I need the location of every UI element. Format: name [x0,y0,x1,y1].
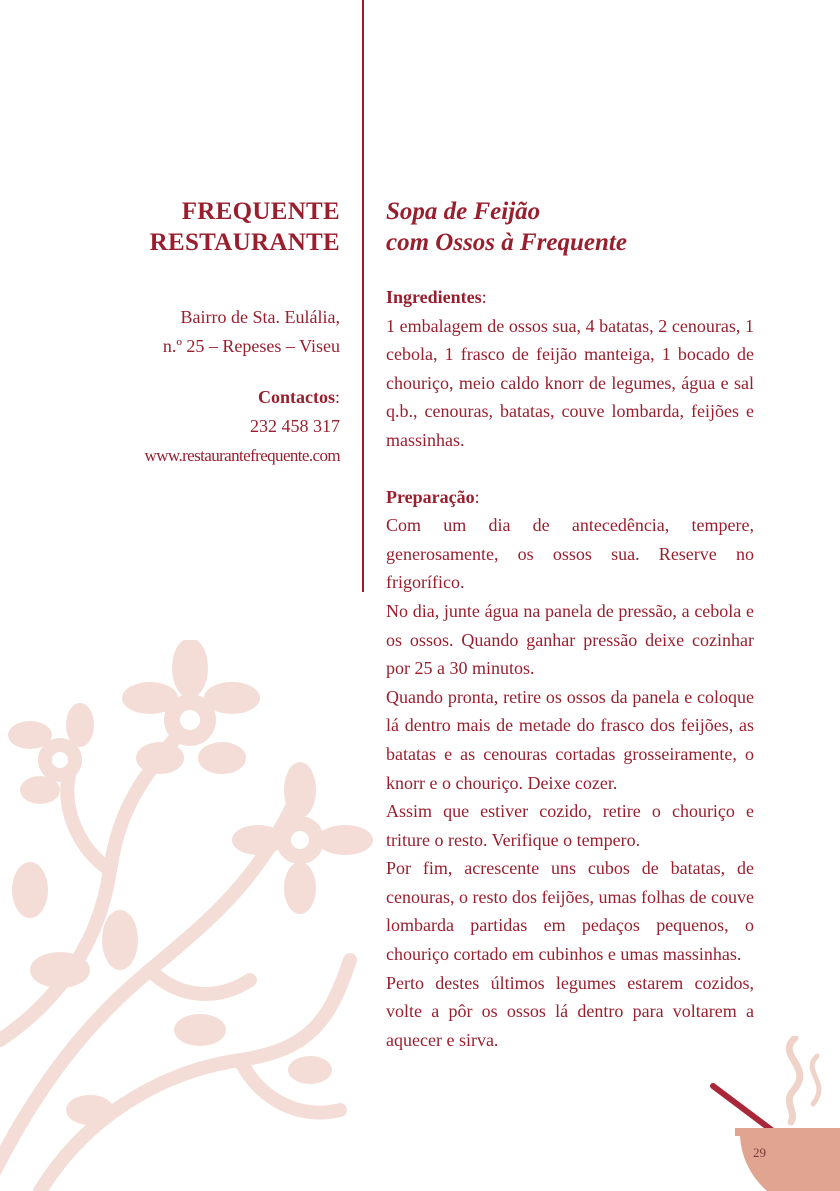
address-line2: n.º 25 – Repeses – Viseu [162,336,340,356]
contacts-label: Contactos [257,387,335,407]
recipe-title [386,196,754,258]
recipe [386,196,754,1054]
preparation-label: Preparação [386,486,475,507]
recipe-title-line2: com Ossos à Frequente [386,229,627,256]
preparation-step: Assim que estiver cozido, retire o chouriço e triture o resto. Verifique o tempero. [386,801,754,850]
preparation-step: Quando pronta, retire os ossos da panela e coloque lá dentro mais de metade do frasco dos feijões, as batatas e as cenouras cortadas grosseiramente, o knorr e o chouriço. Deixe cozer. [386,686,754,793]
restaurant-name-line1: FREQUENTE [181,198,340,225]
address-line1: Bairro de Sta. Eulália, [180,307,340,327]
preparation-step: No dia, junte água na panela de pressão, a cebola e os ossos. Quando ganhar pressão deixe cozinhar por 25 a 30 minutos. [386,600,754,679]
preparation-step: Com um dia de antecedência, tempere, generosamente, os ossos sua. Reserve no frigorífico. [386,515,754,593]
restaurant-name-line2: RESTAURANTE [149,229,340,256]
ingredients-text: 1 embalagem de ossos sua, 4 batatas, 2 cenouras, 1 cebola, 1 frasco de feijão manteiga, 1 bocado de chouriço, meio caldo knorr de legumes, água e sal q.b., cenouras, batatas, couve lombarda, feijões e massinhas. [386,315,754,450]
floral-ornament [0,640,380,1191]
website-link[interactable]: www.restaurantefrequente.com [144,446,340,465]
restaurant-name [40,196,340,258]
column-divider [362,0,364,592]
restaurant-info [40,196,340,470]
preparation-step: Perto destes últimos legumes estarem cozidos, volte a pôr os ossos lá dentro para voltarem a aquecer e sirva. [386,972,754,1050]
preparation-step: Por fim, acrescente uns cubos de batatas, de cenouras, o resto dos feijões, umas folhas de couve lombarda partidas em pedaços pequenos, o chouriço cortado em cubinhos e umas massinhas. [386,858,754,965]
ingredients-label: Ingredientes [386,287,482,307]
restaurant-address [40,303,340,361]
recipe-title-line1: Sopa de Feijão [386,198,541,225]
ingredients-section: Ingredientes: 1 embalagem de ossos sua, 4 batatas, 2 cenouras, 1 cebola, 1 frasco de feijão manteiga, 1 bocado de chouriço, meio caldo knorr de legumes, água e sal q.b., cenouras, batatas, couve lombarda, feijões e massinhas. [386,283,754,455]
soup-bowl-icon [705,1036,840,1191]
preparation-section: Preparação: Com um dia de antecedência, tempere, generosamente, os ossos sua. Reserve no frigorífico. No dia, junte água na panela de pressão, a cebola e os ossos. Quando ganhar pressão deixe cozinhar por 25 a 30 minutos. Quando pronta, retire os ossos da panela e coloque lá dentro mais de metade do frasco dos feijões, as batatas e as cenouras cortadas grosseiramente, o knorr e o chouriço. Deixe cozer. Assim que estiver cozido, retire o chouriço e triture o resto. Verifique o tempero. Por fim, acrescente uns cubos de batatas, de cenouras, o resto dos feijões, umas folhas de couve lombarda partidas em pedaços pequenos, o chouriço cortado em cubinhos e umas massinhas. Perto destes últimos legumes estarem cozidos, volte a pôr os ossos lá dentro para voltarem a aquecer e sirva. [386,483,754,1055]
page-number: 29 [753,1145,766,1160]
restaurant-contacts: Contactos: 232 458 317 www.restaurantefrequente.com [144,387,340,465]
phone-number: 232 458 317 [250,416,340,436]
